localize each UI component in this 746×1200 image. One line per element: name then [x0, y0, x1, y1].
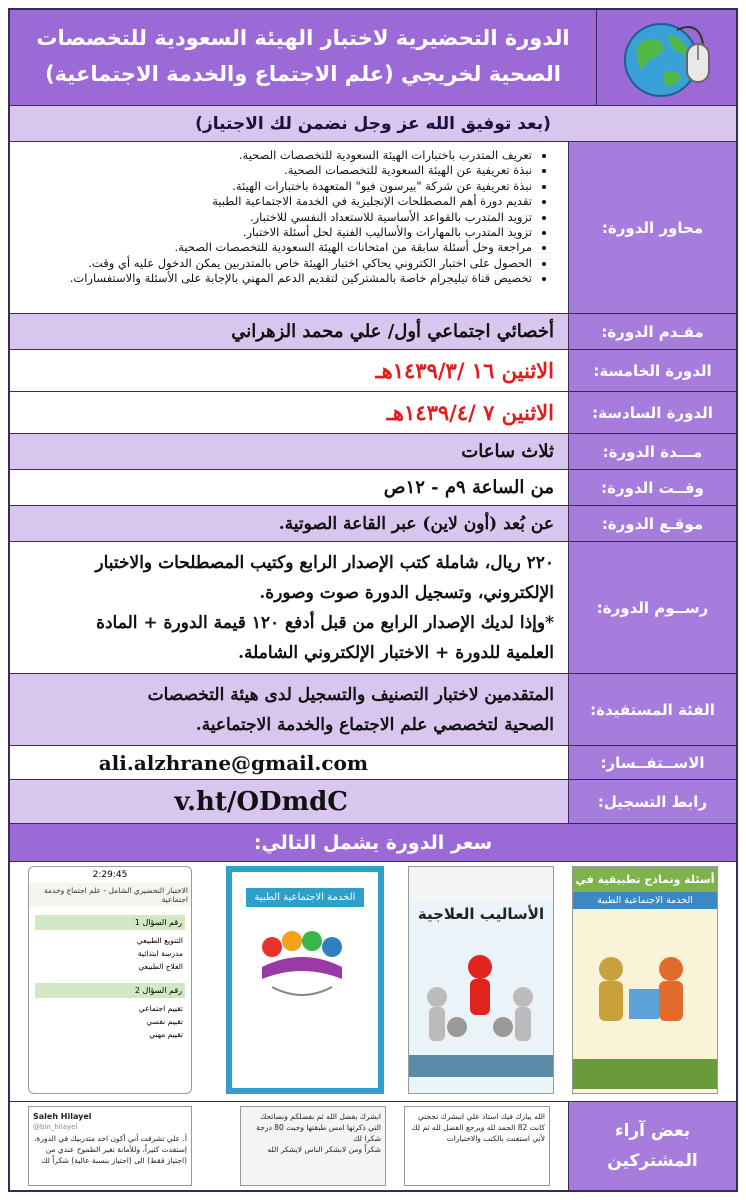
phone-time: 2:29:45	[92, 870, 128, 880]
review-2	[240, 1106, 386, 1186]
fees-line-1: ٢٢٠ ريال، شاملة كتب الإصدار الرابع وكتيب المصطلحات والاختبار	[95, 552, 554, 573]
people-circle-icon	[408, 927, 553, 1077]
phone-opt-3: العلاج الطبيعي	[138, 962, 183, 971]
review-1	[404, 1106, 550, 1186]
duration-value: ثلاث ساعات	[461, 441, 554, 462]
time-value: من الساعة ٩م - ١٢ص	[383, 477, 554, 498]
session5-value: الاثنين ١٦ /١٤٣٩/٣هـ	[375, 358, 554, 383]
tagline: (بعد توفيق الله عز وجل نضمن لك الاجتياز)	[10, 106, 736, 142]
location-label: موقـع الدورة:	[568, 506, 736, 541]
review-3-text: شكراً ومن لابشكر الناس لايشكر الله	[267, 1145, 381, 1154]
header	[10, 10, 736, 106]
inquiry-value[interactable]: ali.alzhrane@gmail.com	[98, 750, 368, 775]
audience-row	[10, 674, 736, 746]
people-puzzle-icon	[572, 909, 717, 1089]
audience-line-1: المتقدمين لاختبار التصنيف والتسجيل لدى هيئة التخصصات	[147, 684, 554, 705]
review-4-text: أ. علي تشرفت أني أكون احد متدربيك في الدورة، إستفدت كثيراً، وللأمانة تغير الطموح عندي من (اجتياز فقط) الى (اجتياز بنسبة عالية) شكراً لك	[34, 1134, 187, 1165]
phone-q2: رقم السؤال 2	[35, 983, 185, 998]
fees-label: رســوم الدورة:	[568, 542, 736, 673]
axes-item: • تزويد المتدرب بالقواعد الأساسية للاستعداد النفسي للاختبار.	[70, 210, 532, 225]
register-row	[10, 780, 736, 824]
review-1-text: الله يبارك فيك استاذ علي انبشرك نجحتي كانت 82 الحمد لله ويرجع الفضل لله ثم لك لأني استعنت بالكتب والاختبارات	[411, 1112, 545, 1143]
location-row	[10, 506, 736, 542]
review-2-text: ابشرك بفضل الله ثم بفضلكم ونصائحك التي ذكرتها امس طبقتها وجبت 80 درجة شكرا لك	[256, 1112, 381, 1143]
time-label: وقــت الدورة:	[568, 470, 736, 505]
phone-header: الاختبار التحضيري الشامل - علم اجتماع وخدمة اجتماعية	[29, 883, 191, 907]
fees-line-3: *وإذا لديك الإصدار الرابع من قبل أدفع ١٢٠ قيمة الدورة + المادة	[96, 612, 554, 633]
logo	[596, 10, 736, 106]
phone-q1: رقم السؤال 1	[35, 915, 185, 930]
title-line-1: الدورة التحضيرية لاختبار الهيئة السعودية للتخصصات	[36, 26, 570, 50]
axes-row	[10, 142, 736, 314]
axes-item: • نبذة تعريفية عن الهيئة السعودية للتخصصات الصحية.	[70, 163, 532, 178]
reviews-label: بعض آراء المشتركين	[568, 1102, 736, 1190]
axes-item: • تخصيص قناة تيليجرام خاصة بالمشتركين لتقديم الدعم المهني بالإجابة على الأسئلة والاستفسارات.	[70, 271, 532, 286]
book2-title: الأساليب العلاجية	[417, 905, 545, 923]
axes-item: • تقديم دورة أهم المصطلحات الإنجليزية في الخدمة الاجتماعية الطبية	[70, 194, 532, 209]
book1-subtitle: الخدمة الاجتماعية الطبية	[573, 892, 717, 909]
inquiry-label: الاســتفــسار:	[568, 746, 736, 779]
axes-list	[70, 148, 554, 287]
audience-label: الفئة المستفيدة:	[568, 674, 736, 745]
book3-cover	[226, 866, 384, 1094]
exam-screenshot	[28, 866, 192, 1094]
reviews-row	[10, 1102, 736, 1190]
title-line-2: الصحية لخريجي (علم الاجتماع والخدمة الاجتماعية)	[45, 62, 561, 86]
course-flyer	[8, 8, 738, 1192]
fees-row	[10, 542, 736, 674]
phone-opt-1: التنويع الطبيعي	[136, 936, 183, 945]
page-title	[20, 20, 586, 92]
audience-value	[10, 674, 568, 745]
fees-value	[10, 542, 568, 673]
session6-label: الدورة السادسة:	[568, 392, 736, 433]
book2-cover	[408, 866, 554, 1094]
phone-opt-4: تقييم اجتماعي	[138, 1004, 183, 1013]
duration-label: مـــدة الدورة:	[568, 434, 736, 469]
review-4-handle: @bin_hilayel	[33, 1123, 78, 1131]
session6-row	[10, 392, 736, 434]
presenter-value: أخصائي اجتماعي أول/ علي محمد الزهراني	[231, 321, 554, 342]
axes-item: • تزويد المتدرب بالمهارات والأساليب الفنية لحل أسئلة الاختبار.	[70, 225, 532, 240]
audience-line-2: الصحية لتخصصي علم الاجتماع والخدمة الاجتماعية.	[195, 714, 554, 735]
inquiry-row	[10, 746, 736, 780]
register-label: رابط التسجيل:	[568, 780, 736, 823]
axes-item: • نبذة تعريفية عن شركة "بيرسون فيو" المتعهدة باختبارات الهيئة.	[70, 179, 532, 194]
session5-label: الدورة الخامسة:	[568, 350, 736, 391]
people-group-icon	[232, 907, 378, 1027]
session6-value: الاثنين ٧ /١٤٣٩/٤هـ	[386, 400, 554, 425]
axes-item: • مراجعة وحل أسئلة سابقة من امتحانات الهيئة السعودية للتخصصات الصحية.	[70, 240, 532, 255]
book3-title: الخدمة الاجتماعية الطبية	[246, 888, 364, 907]
includes-heading: سعر الدورة يشمل التالي:	[10, 824, 736, 862]
axes-item: • الحصول على اختبار الكتروني يحاكي اختبار الهيئة خاص بالمتدربين يمكن الدخول عليه أي وقت.	[70, 256, 532, 271]
presenter-label: مقـدم الدورة:	[568, 314, 736, 349]
axes-item: • تعريف المتدرب باختبارات الهيئة السعودية للتخصصات الصحية.	[70, 148, 532, 163]
book1-title: أسئلة ونماذج تطبيقية في	[573, 867, 717, 892]
register-link[interactable]: v.ht/ODmdC	[174, 786, 348, 817]
globe-mouse-icon	[617, 16, 717, 100]
phone-opt-5: تقييم نفسي	[146, 1017, 183, 1026]
location-value: عن بُعد (أون لاين) عبر القاعة الصوتية.	[278, 513, 554, 534]
phone-opt-2: مدرسة ابتدائية	[137, 949, 183, 958]
axes-label: محاور الدورة:	[568, 142, 736, 313]
axes-value	[10, 142, 568, 313]
review-4	[28, 1106, 192, 1186]
duration-row	[10, 434, 736, 470]
review-4-name: Saleh Hilayel	[33, 1112, 92, 1121]
session5-row	[10, 350, 736, 392]
fees-line-2: الإلكتروني، وتسجيل الدورة صوت وصورة.	[259, 582, 554, 603]
time-row	[10, 470, 736, 506]
book1-cover	[572, 866, 718, 1094]
fees-line-4: العلمية للدورة + الاختبار الإلكتروني الشاملة.	[238, 642, 554, 663]
presenter-row	[10, 314, 736, 350]
phone-opt-6: تقييم مهني	[149, 1030, 183, 1039]
includes-row	[10, 862, 736, 1102]
